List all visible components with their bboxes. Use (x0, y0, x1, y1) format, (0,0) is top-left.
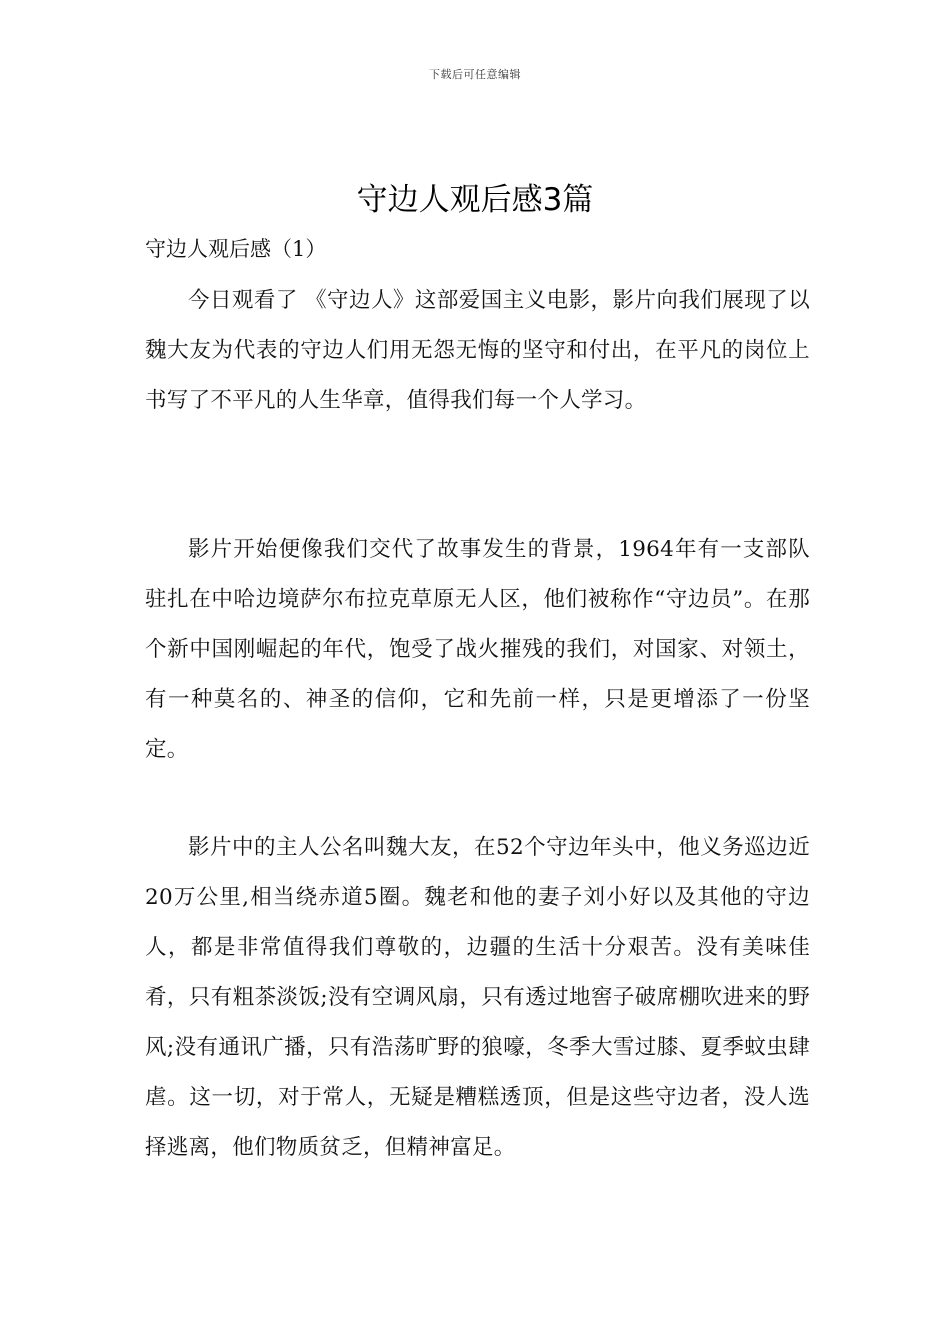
paragraph-3: 影片中的主人公名叫魏大友，在52个守边年头中，他义务巡边近20万公里,相当绕赤道5圈。魏老和他的妻子刘小好以及其他的守边人，都是非常值得我们尊敬的，边疆的生活十分艰苦。没有美味佳肴，只有粗茶淡饭;没有空调风扇，只有透过地窖子破席棚吹进来的野风;没有通讯广播，只有浩荡旷野的狼嚎，冬季大雪过膝、夏季蚊虫肆虐。这一切，对于常人，无疑是糟糕透顶，但是这些守边者，没人选择逃离，他们物质贫乏，但精神富足。 (145, 835, 810, 1160)
paragraph-2: 影片开始便像我们交代了故事发生的背景，1964年有一支部队驻扎在中哈边境萨尔布拉克草原无人区，他们被称作“守边员”。在那个新中国刚崛起的年代，饱受了战火摧残的我们，对国家、对领土，有一种莫名的、神圣的信仰，它和先前一样，只是更增添了一份坚定。 (145, 537, 810, 762)
header-note: 下载后可任意编辑 (429, 68, 521, 81)
section-title: 守边人观后感（1） (145, 237, 327, 261)
document-title: 守边人观后感3篇 (356, 182, 594, 218)
paragraph-1: 今日观看了 《守边人》这部爱国主义电影，影片向我们展现了以魏大友为代表的守边人们用无怨无悔的坚守和付出，在平凡的岗位上书写了不平凡的人生华章，值得我们每一个人学习。 (145, 288, 810, 413)
